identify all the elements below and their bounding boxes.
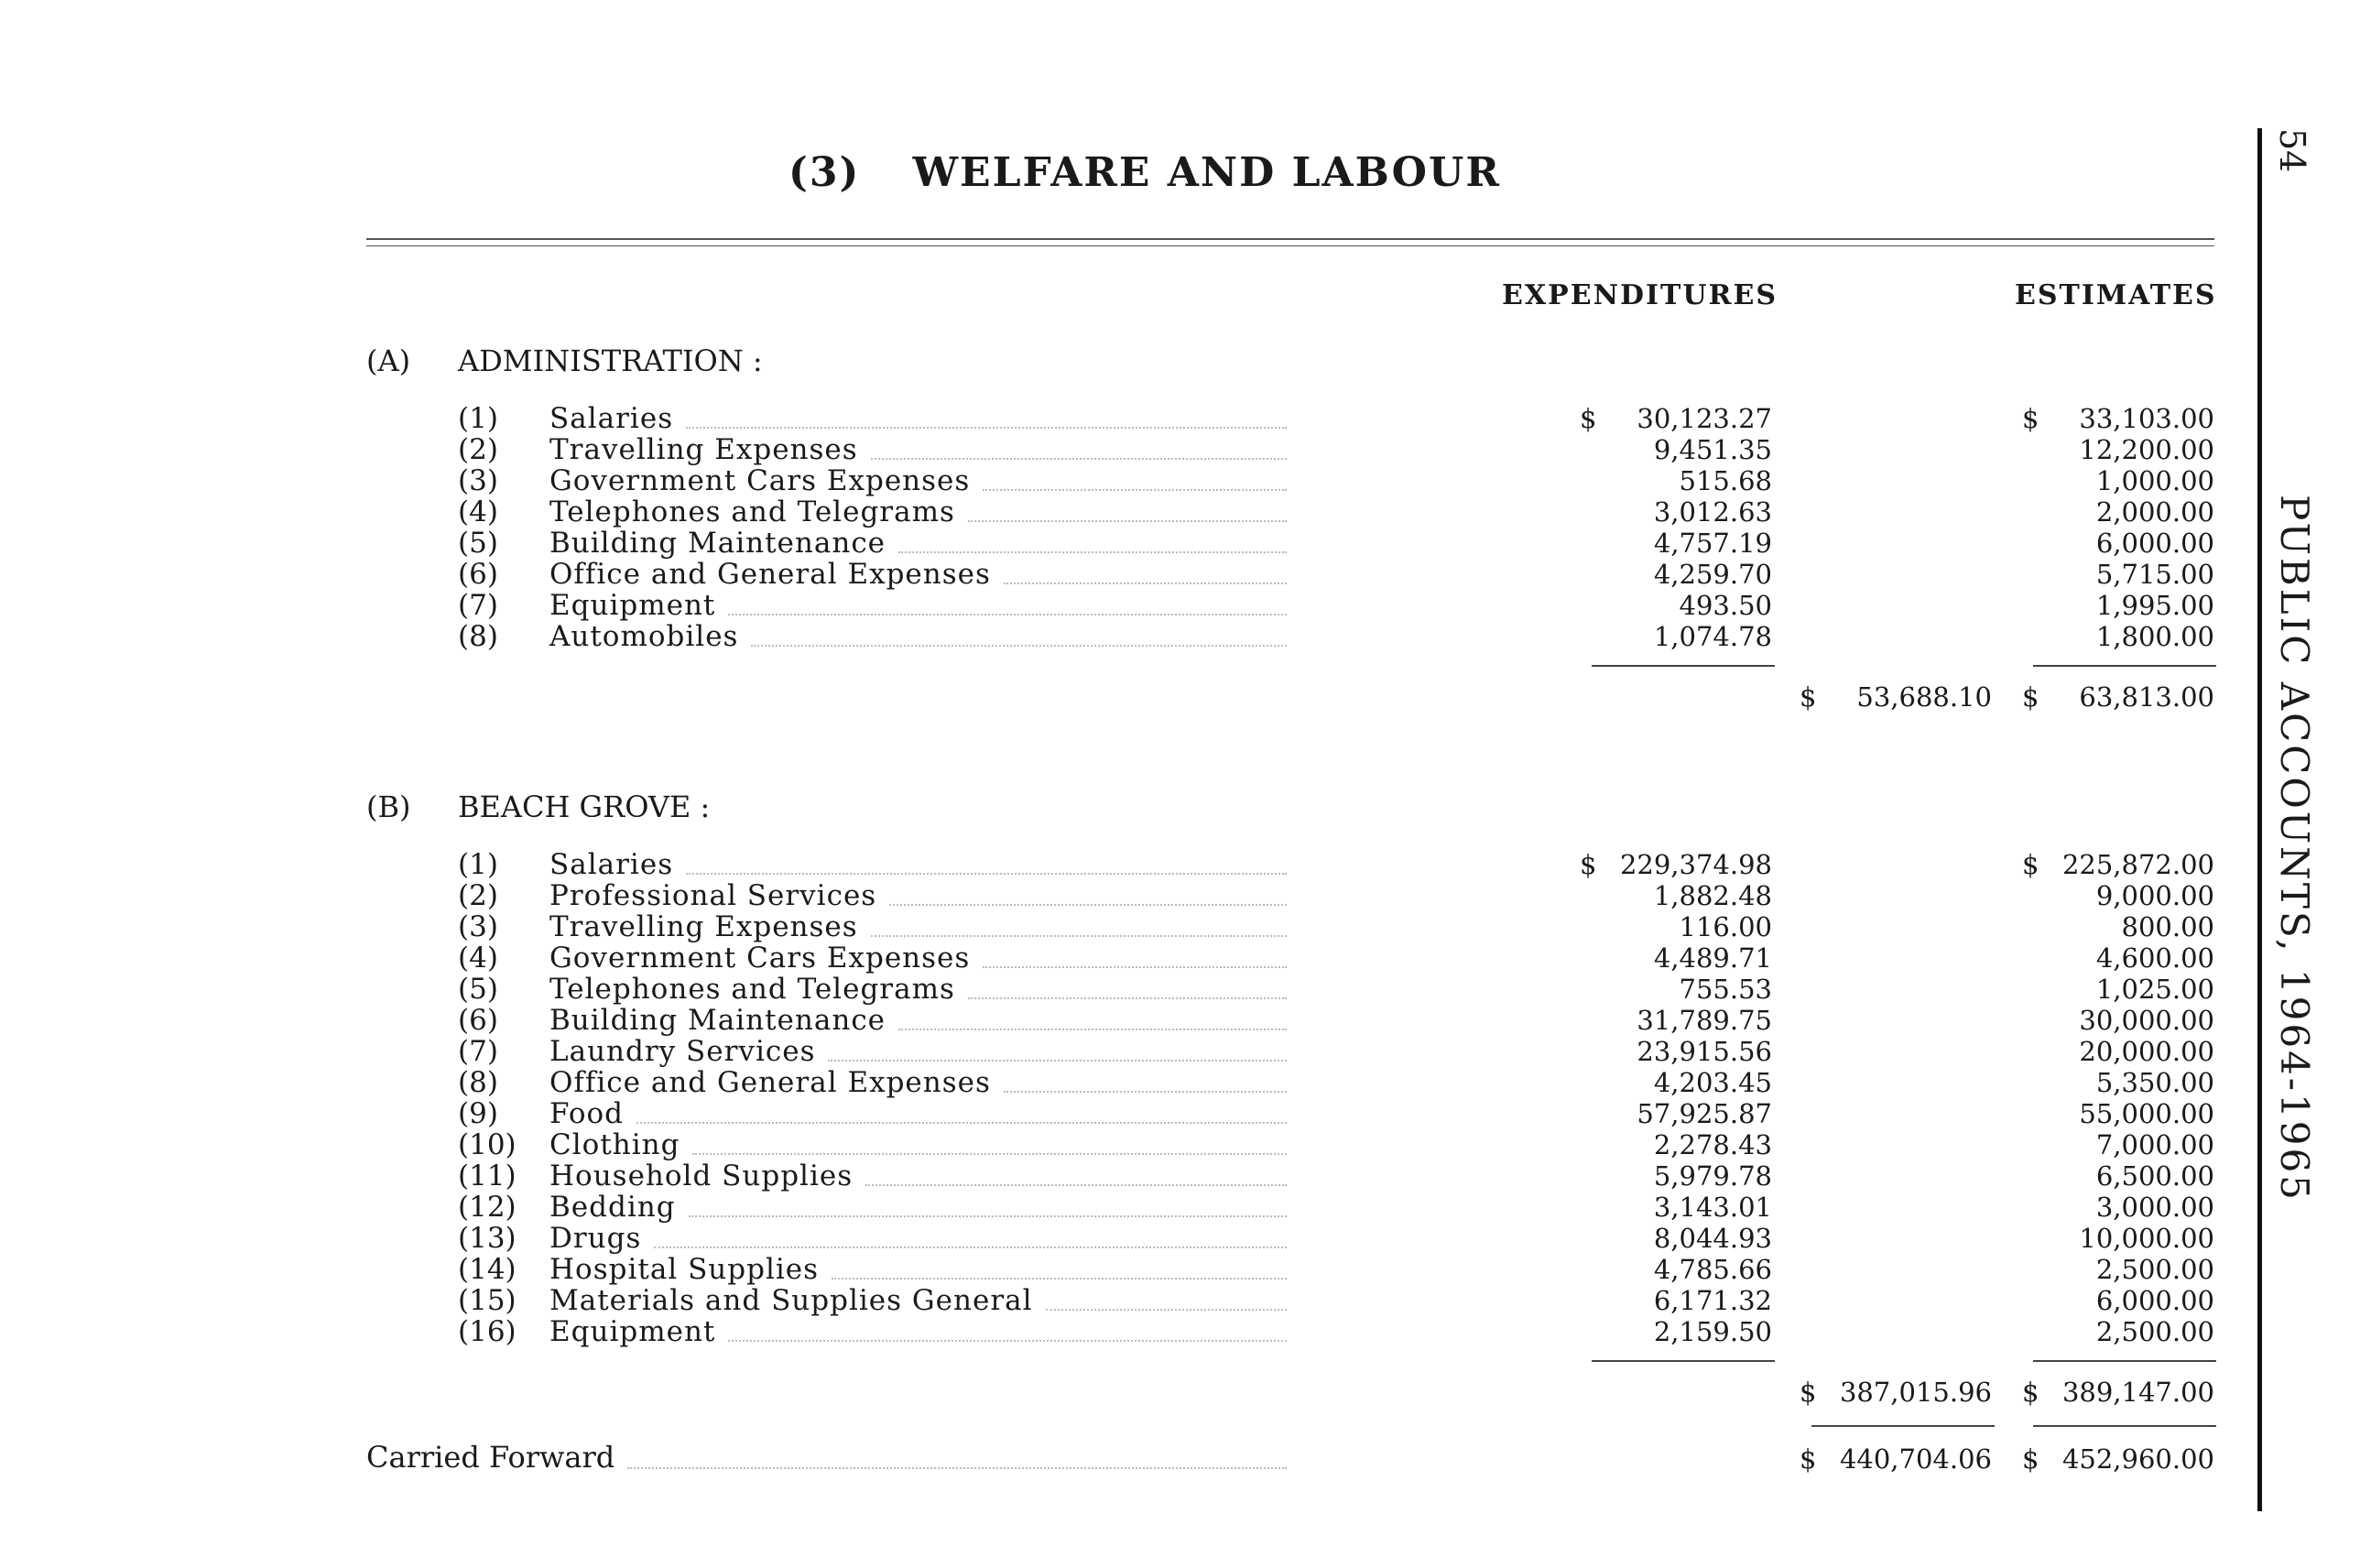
table-row [458, 496, 955, 528]
expenditure-amount: 6,171.32 [1653, 1285, 1772, 1316]
subtotal-rule-estimates [2033, 665, 2216, 667]
expenditure-amount: 1,882.48 [1653, 880, 1772, 911]
item-number: (15) [458, 1284, 517, 1317]
section-letter: (A) [366, 343, 411, 378]
expenditure-amount: 2,278.43 [1653, 1129, 1772, 1160]
estimate-amount: 3,000.00 [2095, 1192, 2214, 1223]
estimate-amount: 55,000.00 [2079, 1098, 2214, 1129]
expenditure-amount: 23,915.56 [1637, 1036, 1772, 1067]
dot-leader [1004, 1091, 1287, 1093]
header-rule-bottom [366, 245, 2214, 246]
expenditure-amount: 3,143.01 [1653, 1192, 1772, 1223]
table-row [458, 1098, 624, 1129]
section-total-estimates: 389,147.00 [2061, 1377, 2214, 1408]
dot-leader [871, 458, 1287, 460]
estimate-amount: 5,350.00 [2095, 1067, 2214, 1098]
carried-forward-label: Carried Forward [366, 1440, 615, 1475]
dot-leader [1004, 583, 1287, 584]
dot-leader [828, 1060, 1287, 1062]
estimate-amount: 30,000.00 [2079, 1005, 2214, 1036]
item-number: (9) [458, 1097, 498, 1130]
side-title: PUBLIC ACCOUNTS, 1964-1965 [2272, 495, 2317, 1203]
dot-leader [983, 966, 1287, 968]
table-row [458, 880, 876, 911]
estimate-amount: 4,600.00 [2095, 942, 2214, 974]
section-heading [366, 343, 763, 378]
item-label: Professional Services [549, 879, 877, 912]
item-number: (4) [458, 495, 498, 528]
item-number: (5) [458, 527, 498, 560]
total-estimate-dollar-sign: $ [2022, 681, 2039, 713]
subtotal-rule-expenditures [1592, 1360, 1775, 1362]
table-row [458, 1160, 853, 1192]
section-name: ADMINISTRATION : [458, 343, 763, 378]
dot-leader [968, 520, 1287, 522]
table-row [458, 465, 970, 496]
item-label: Laundry Services [549, 1035, 816, 1068]
item-number: (4) [458, 942, 498, 975]
table-row [458, 528, 886, 559]
carried-forward-expenditures: 440,704.06 [1839, 1443, 1992, 1475]
dot-leader [898, 551, 1287, 553]
estimate-amount: 6,000.00 [2095, 528, 2214, 559]
table-row [458, 1316, 715, 1347]
carried-rule-totals [1811, 1425, 1995, 1427]
dot-leader [865, 1184, 1287, 1186]
expenditure-amount: 5,979.78 [1653, 1160, 1772, 1192]
item-number: (7) [458, 589, 498, 622]
dot-leader [832, 1278, 1287, 1279]
estimate-amount: 7,000.00 [2095, 1129, 2214, 1160]
carried-forward-estimates: 452,960.00 [2061, 1443, 2214, 1475]
expenditure-amount: 4,785.66 [1653, 1254, 1772, 1285]
section-total-expenditures: 387,015.96 [1839, 1377, 1992, 1408]
item-number: (11) [458, 1160, 517, 1192]
item-number: (16) [458, 1315, 517, 1348]
section-heading [366, 789, 710, 824]
item-number: (13) [458, 1222, 517, 1255]
dot-leader [968, 997, 1287, 999]
table-row [458, 974, 955, 1005]
dot-leader [627, 1467, 1287, 1469]
title-text: WELFARE AND LABOUR [912, 149, 1501, 196]
item-number: (3) [458, 910, 498, 943]
item-number: (2) [458, 879, 498, 912]
expenditure-amount: 4,489.71 [1653, 942, 1772, 974]
estimate-amount: 33,103.00 [2079, 403, 2214, 434]
expenditure-amount: 116.00 [1679, 911, 1772, 942]
item-label: Building Maintenance [549, 1004, 886, 1037]
table-row [458, 1005, 886, 1036]
dot-leader [983, 489, 1287, 491]
table-row [458, 434, 858, 465]
expenditure-amount: 755.53 [1679, 974, 1772, 1005]
item-number: (10) [458, 1128, 517, 1161]
table-row [458, 1192, 676, 1223]
item-label: Telephones and Telegrams [549, 973, 955, 1006]
item-label: Office and General Expenses [549, 558, 991, 591]
expenditure-amount: 4,259.70 [1653, 559, 1772, 590]
page-number: 54 [2272, 128, 2312, 173]
estimate-amount: 20,000.00 [2079, 1036, 2214, 1067]
estimate-amount: 6,000.00 [2095, 1285, 2214, 1316]
table-row [458, 559, 991, 590]
expenditure-amount: 3,012.63 [1653, 496, 1772, 528]
table-row [458, 1129, 680, 1160]
expenditure-amount: 4,757.19 [1653, 528, 1772, 559]
side-rule [2257, 128, 2262, 1511]
column-header-estimates: ESTIMATES [2015, 279, 2217, 311]
header-rule-top [366, 238, 2214, 240]
table-row [458, 1067, 991, 1098]
item-label: Telephones and Telegrams [549, 495, 955, 528]
estimate-amount: 10,000.00 [2079, 1223, 2214, 1254]
table-row [458, 1285, 1033, 1316]
table-row [458, 1036, 815, 1067]
item-number: (8) [458, 620, 498, 653]
estimate-amount: 6,500.00 [2095, 1160, 2214, 1192]
estimate-amount: 1,000.00 [2095, 465, 2214, 496]
dot-leader [1046, 1309, 1287, 1311]
estimate-amount: 1,025.00 [2095, 974, 2214, 1005]
item-label: Government Cars Expenses [549, 464, 971, 497]
item-number: (12) [458, 1191, 517, 1224]
item-number: (14) [458, 1253, 517, 1286]
dot-leader [751, 645, 1287, 647]
expenditure-amount: 8,044.93 [1653, 1223, 1772, 1254]
dot-leader [692, 1153, 1287, 1155]
estimate-amount: 1,995.00 [2095, 590, 2214, 621]
item-label: Office and General Expenses [549, 1066, 991, 1099]
estimate-amount: 1,800.00 [2095, 621, 2214, 652]
item-number: (6) [458, 1004, 498, 1037]
estimate-amount: 2,500.00 [2095, 1316, 2214, 1347]
section-total-estimates: 63,813.00 [2079, 681, 2214, 713]
item-label: Automobiles [549, 620, 739, 653]
table-row [458, 911, 858, 942]
carried-dollar-sign: $ [1800, 1443, 1817, 1475]
carried-rule-estimates [2033, 1425, 2216, 1427]
dot-leader [889, 904, 1287, 906]
section-name: BEACH GROVE : [458, 789, 711, 824]
estimate-amount: 12,200.00 [2079, 434, 2214, 465]
dot-leader [871, 935, 1287, 937]
item-number: (1) [458, 402, 498, 435]
table-row [458, 621, 738, 652]
expenditure-dollar-sign: $ [1580, 849, 1597, 880]
item-number: (8) [458, 1066, 498, 1099]
dot-leader [654, 1247, 1287, 1248]
expenditure-amount: 515.68 [1679, 465, 1772, 496]
item-label: Equipment [549, 589, 716, 622]
total-dollar-sign: $ [1800, 681, 1817, 713]
carried-estimate-dollar-sign: $ [2022, 1443, 2039, 1475]
table-row [458, 590, 715, 621]
dot-leader [686, 427, 1287, 429]
page-title [0, 149, 2289, 196]
item-label: Travelling Expenses [549, 433, 858, 466]
section-total-expenditures: 53,688.10 [1856, 681, 1992, 713]
item-number: (2) [458, 433, 498, 466]
item-label: Salaries [549, 402, 674, 435]
expenditure-amount: 2,159.50 [1653, 1316, 1772, 1347]
dot-leader [636, 1122, 1287, 1124]
expenditure-amount: 30,123.27 [1637, 403, 1772, 434]
item-number: (5) [458, 973, 498, 1006]
expenditure-amount: 229,374.98 [1619, 849, 1772, 880]
estimate-amount: 2,500.00 [2095, 1254, 2214, 1285]
expenditure-amount: 31,789.75 [1637, 1005, 1772, 1036]
dot-leader [686, 873, 1287, 875]
dot-leader [728, 1340, 1287, 1342]
expenditure-amount: 9,451.35 [1653, 434, 1772, 465]
estimate-dollar-sign: $ [2022, 403, 2039, 434]
item-label: Travelling Expenses [549, 910, 858, 943]
table-row [458, 1223, 641, 1254]
item-label: Equipment [549, 1315, 716, 1348]
item-label: Drugs [549, 1222, 642, 1255]
estimate-amount: 9,000.00 [2095, 880, 2214, 911]
item-label: Hospital Supplies [549, 1253, 820, 1286]
expenditure-amount: 493.50 [1679, 590, 1772, 621]
item-label: Bedding [549, 1191, 676, 1224]
item-label: Government Cars Expenses [549, 942, 971, 975]
estimate-amount: 2,000.00 [2095, 496, 2214, 528]
item-label: Clothing [549, 1128, 680, 1161]
item-label: Food [549, 1097, 624, 1130]
estimate-dollar-sign: $ [2022, 849, 2039, 880]
total-estimate-dollar-sign: $ [2022, 1377, 2039, 1408]
title-number: (3) [789, 149, 861, 196]
expenditure-amount: 4,203.45 [1653, 1067, 1772, 1098]
item-label: Household Supplies [549, 1160, 854, 1192]
table-row [458, 403, 673, 434]
dot-leader [689, 1215, 1287, 1217]
estimate-amount: 5,715.00 [2095, 559, 2214, 590]
section-letter: (B) [366, 789, 411, 824]
total-dollar-sign: $ [1800, 1377, 1817, 1408]
item-number: (7) [458, 1035, 498, 1068]
estimate-amount: 225,872.00 [2061, 849, 2214, 880]
item-number: (1) [458, 848, 498, 881]
subtotal-rule-expenditures [1592, 665, 1775, 667]
column-header-expenditures: EXPENDITURES [1502, 279, 1778, 311]
dot-leader [728, 614, 1287, 615]
table-row [458, 849, 673, 880]
expenditure-amount: 1,074.78 [1653, 621, 1772, 652]
item-label: Salaries [549, 848, 674, 881]
item-number: (3) [458, 464, 498, 497]
item-label: Building Maintenance [549, 527, 886, 560]
subtotal-rule-estimates [2033, 1360, 2216, 1362]
item-number: (6) [458, 558, 498, 591]
table-row [458, 1254, 819, 1285]
expenditure-amount: 57,925.87 [1637, 1098, 1772, 1129]
item-label: Materials and Supplies General [549, 1284, 1033, 1317]
estimate-amount: 800.00 [2121, 911, 2214, 942]
expenditure-dollar-sign: $ [1580, 403, 1597, 434]
table-row [458, 942, 970, 974]
dot-leader [898, 1029, 1287, 1030]
